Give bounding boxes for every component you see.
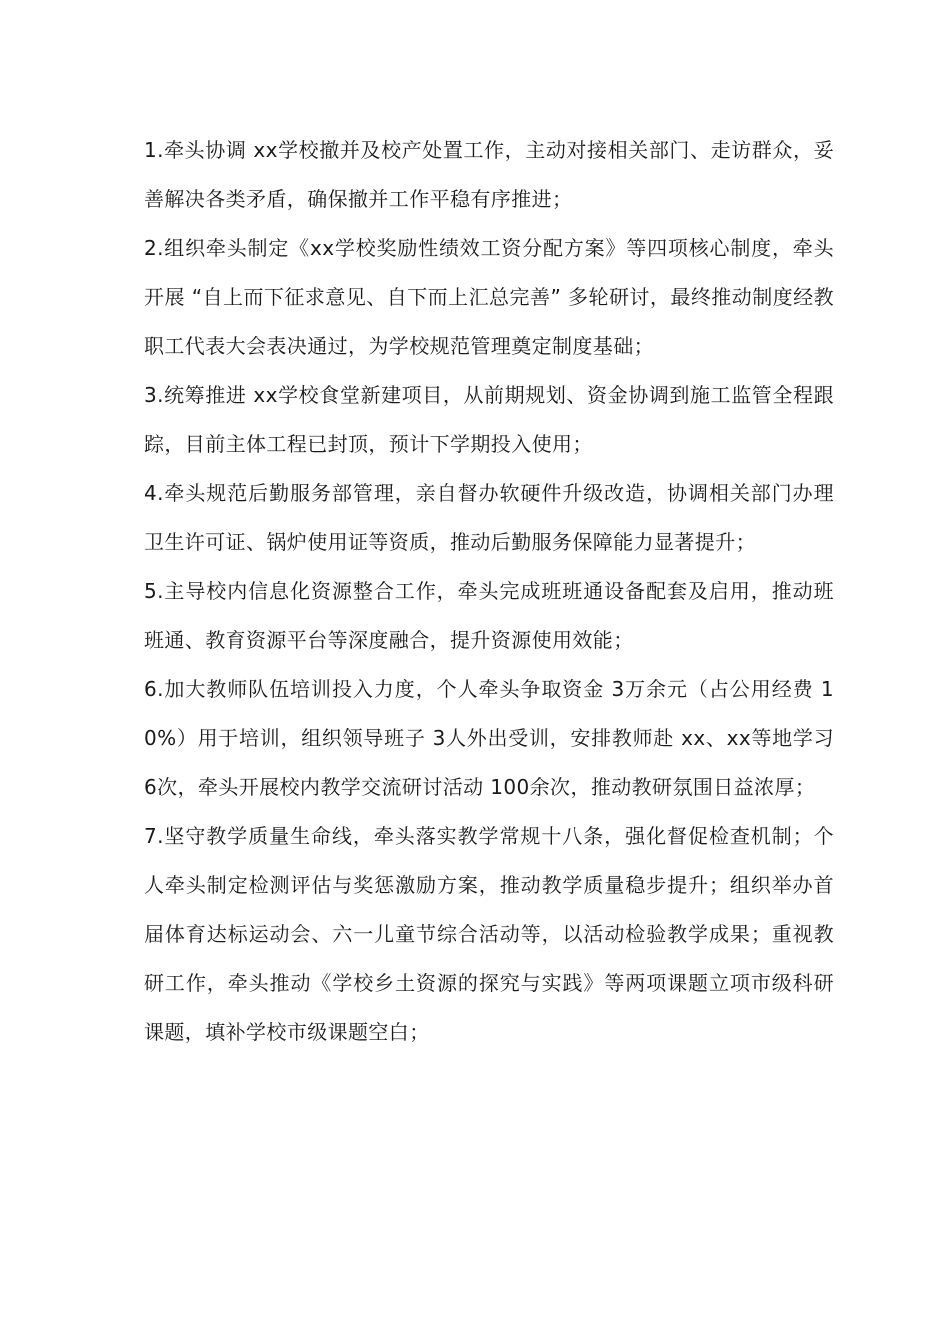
- paragraph-6: 6.加大教师队伍培训投入力度，个人牵头争取资金 3万余元（占公用经费 10%）用于培训，组织领导班子 3人外出受训，安排教师赴 xx、xx等地学习 6次，牵头开展校内教学交流研讨活动 100余次，推动教研氛围日益浓厚；: [144, 677, 834, 799]
- paragraph-5: 5.主导校内信息化资源整合工作，牵头完成班班通设备配套及启用，推动班班通、教育资源平台等深度融合，提升资源使用效能；: [144, 579, 834, 652]
- paragraph-7: 7.坚守教学质量生命线，牵头落实教学常规十八条，强化督促检查机制；个人牵头制定检测评估与奖惩激励方案，推动教学质量稳步提升；组织举办首届体育达标运动会、六一儿童节综合活动等，以活动检验教学成果；重视教研工作，牵头推动《学校乡土资源的探究与实践》等两项课题立项市级科研课题，填补学校市级课题空白；: [144, 824, 834, 1044]
- paragraph-3: 3.统筹推进 xx学校食堂新建项目，从前期规划、资金协调到施工监管全程跟踪，目前主体工程已封顶，预计下学期投入使用；: [144, 383, 834, 456]
- paragraph-4: 4.牵头规范后勤服务部管理，亲自督办软硬件升级改造，协调相关部门办理卫生许可证、锅炉使用证等资质，推动后勤服务保障能力显著提升；: [144, 481, 834, 554]
- paragraph-2: 2.组织牵头制定《xx学校奖励性绩效工资分配方案》等四项核心制度，牵头开展 “自上而下征求意见、自下而上汇总完善” 多轮研讨，最终推动制度经教职工代表大会表决通过，为学校规范管理奠定制度基础；: [144, 236, 834, 358]
- document-body: [144, 126, 834, 1057]
- paragraph-1: 1.牵头协调 xx学校撤并及校产处置工作，主动对接相关部门、走访群众，妥善解决各类矛盾，确保撤并工作平稳有序推进；: [144, 138, 834, 211]
